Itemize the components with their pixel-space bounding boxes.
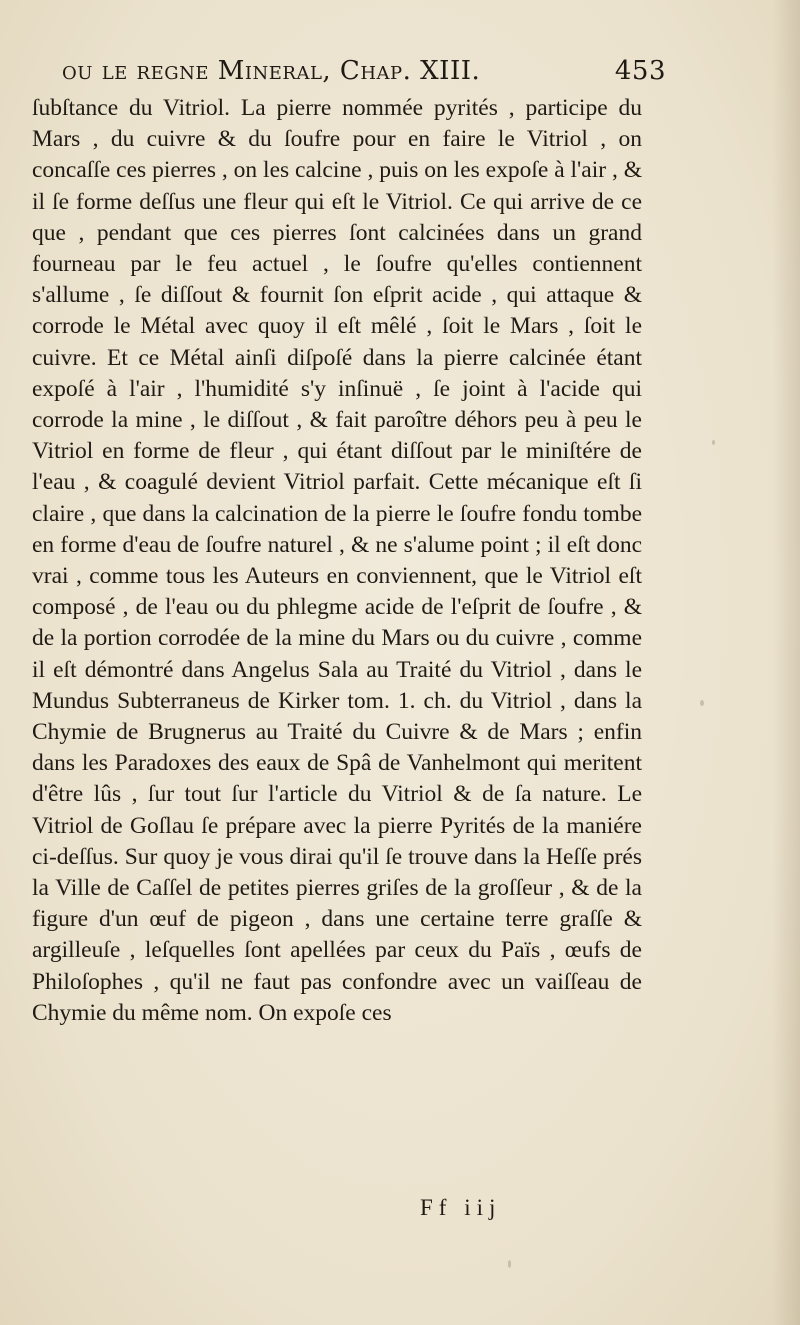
ink-speck	[712, 440, 715, 445]
body-paragraph: ſubſtance du Vitriol. La pierre nommée pyrités , participe du Mars , du cuivre & du ſoufre pour en faire le Vitriol , on concaſſe ces pierres , on les calcine , puis on les expoſe à l'air , & il ſe forme deſſus une fleur qui eſt le Vitriol. Ce qui arrive de ce que , pendant que ces pierres ſont calcinées dans un grand fourneau par le feu actuel , le ſoufre qu'elles contiennent s'allume , ſe diſſout & fournit ſon eſprit acide , qui attaque & corrode le Métal avec quoy il eſt mêlé , ſoit le Mars , ſoit le cuivre. Et ce Métal ainſi diſpoſé dans la pierre calcinée étant expoſé à l'air , l'humidité s'y inſinuë , ſe joint à l'acide qui corrode la mine , le diſſout , & fait paroître déhors peu à peu le Vitriol en forme de fleur , qui étant diſſout par le miniſtére de l'eau , & coagulé devient Vitriol parfait. Cette mécanique eſt ſi claire , que dans la calcination de la pierre le ſoufre fondu tombe en forme d'eau de ſoufre naturel , & ne s'alume point ; il eſt donc vrai , comme tous les Auteurs en conviennent, que le Vitriol eſt composé , de l'eau ou du phlegme acide de l'eſprit de ſoufre , & de la portion corrodée de la mine du Mars ou du cuivre , comme il eſt démontré dans Angelus Sala au Traité du Vitriol , dans le Mundus Subterraneus de Kirker tom. 1. ch. du Vitriol , dans la Chymie de Brugnerus au Traité du Cuivre & de Mars ; enfin dans les Paradoxes des eaux de Spâ de Vanhelmont qui meritent d'être lûs , ſur tout ſur l'article du Vitriol & de ſa nature. Le Vitriol de Goſlau ſe prépare avec la pierre Pyrités de la maniére ci-deſſus. Sur quoy je vous dirai qu'il ſe trouve dans la Heſſe prés la Ville de Caſſel de petites pierres griſes de la groſſeur , & de la figure d'un œuf de pigeon , dans une certaine terre graſſe & argilleuſe , leſquelles ſont apellées par ceux du Païs , œufs de Philoſophes , qu'il ne faut pas confondre avec un vaiſſeau de Chymie du même nom. On expoſe ces	[32, 95, 642, 1026]
ink-speck	[700, 700, 704, 706]
page-number: 453	[614, 56, 666, 86]
signature-mark: Ff iij	[420, 1195, 502, 1220]
page-edge-shadow	[772, 0, 800, 1325]
running-title: ou le regne Mineral, Chap. XIII.	[62, 56, 481, 86]
ink-speck	[508, 1260, 511, 1268]
body-text-block	[32, 93, 642, 1029]
running-head	[62, 56, 666, 96]
